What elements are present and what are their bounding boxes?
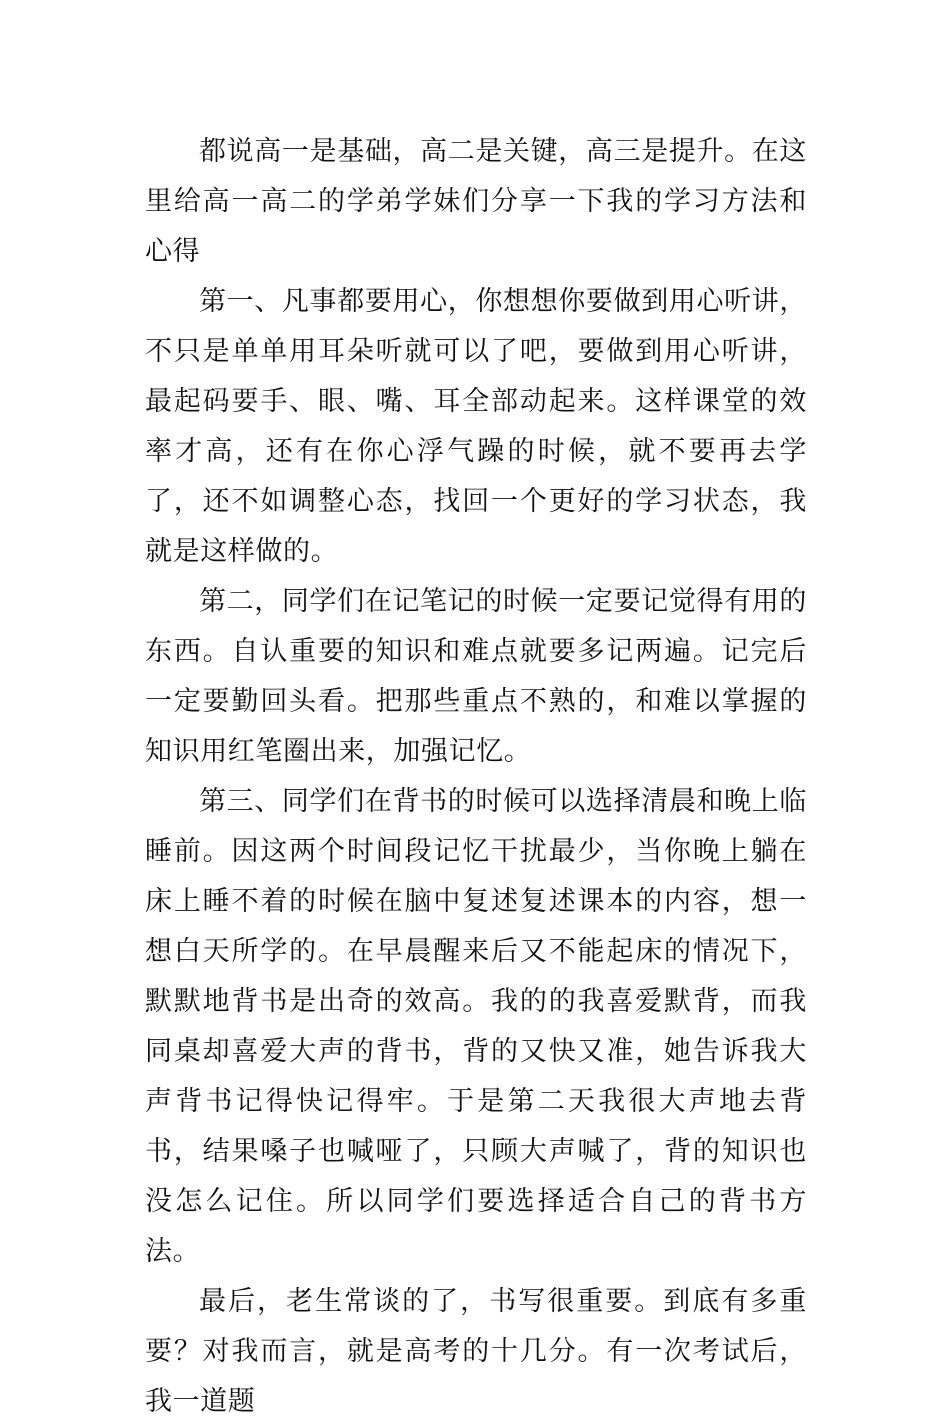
paragraph-last: 最后，老生常谈的了，书写很重要。到底有多重要？对我而言，就是高考的十几分。有一次考试后，我一道题 bbox=[145, 1286, 807, 1417]
paragraph-first: 第一、凡事都要用心，你想想你要做到用心听讲，不只是单单用耳朵听就可以了吧，要做到用心听讲，最起码要手、眼、嘴、耳全部动起来。这样课堂的效率才高，还有在你心浮气躁的时候，就不要再去学了，还不如调整心态，找回一个更好的学习状态，我就是这样做的。 bbox=[145, 286, 807, 567]
document-body bbox=[145, 127, 807, 1427]
paragraph-second: 第二，同学们在记笔记的时候一定要记觉得有用的东西。自认重要的知识和难点就要多记两遍。记完后一定要勤回头看。把那些重点不熟的，和难以掌握的知识用红笔圈出来，加强记忆。 bbox=[145, 586, 807, 767]
paragraph-third: 第三、同学们在背书的时候可以选择清晨和晚上临睡前。因这两个时间段记忆干扰最少，当你晚上躺在床上睡不着的时候在脑中复述复述课本的内容，想一想白天所学的。在早晨醒来后又不能起床的情况下，默默地背书是出奇的效高。我的的我喜爱默背，而我同桌却喜爱大声的背书，背的又快又准，她告诉我大声背书记得快记得牢。于是第二天我很大声地去背书，结果嗓子也喊哑了，只顾大声喊了，背的知识也没怎么记住。所以同学们要选择适合自己的背书方法。 bbox=[145, 786, 807, 1267]
paragraph-intro: 都说高一是基础，高二是关键，高三是提升。在这里给高一高二的学弟学妹们分享一下我的学习方法和心得 bbox=[145, 136, 807, 267]
